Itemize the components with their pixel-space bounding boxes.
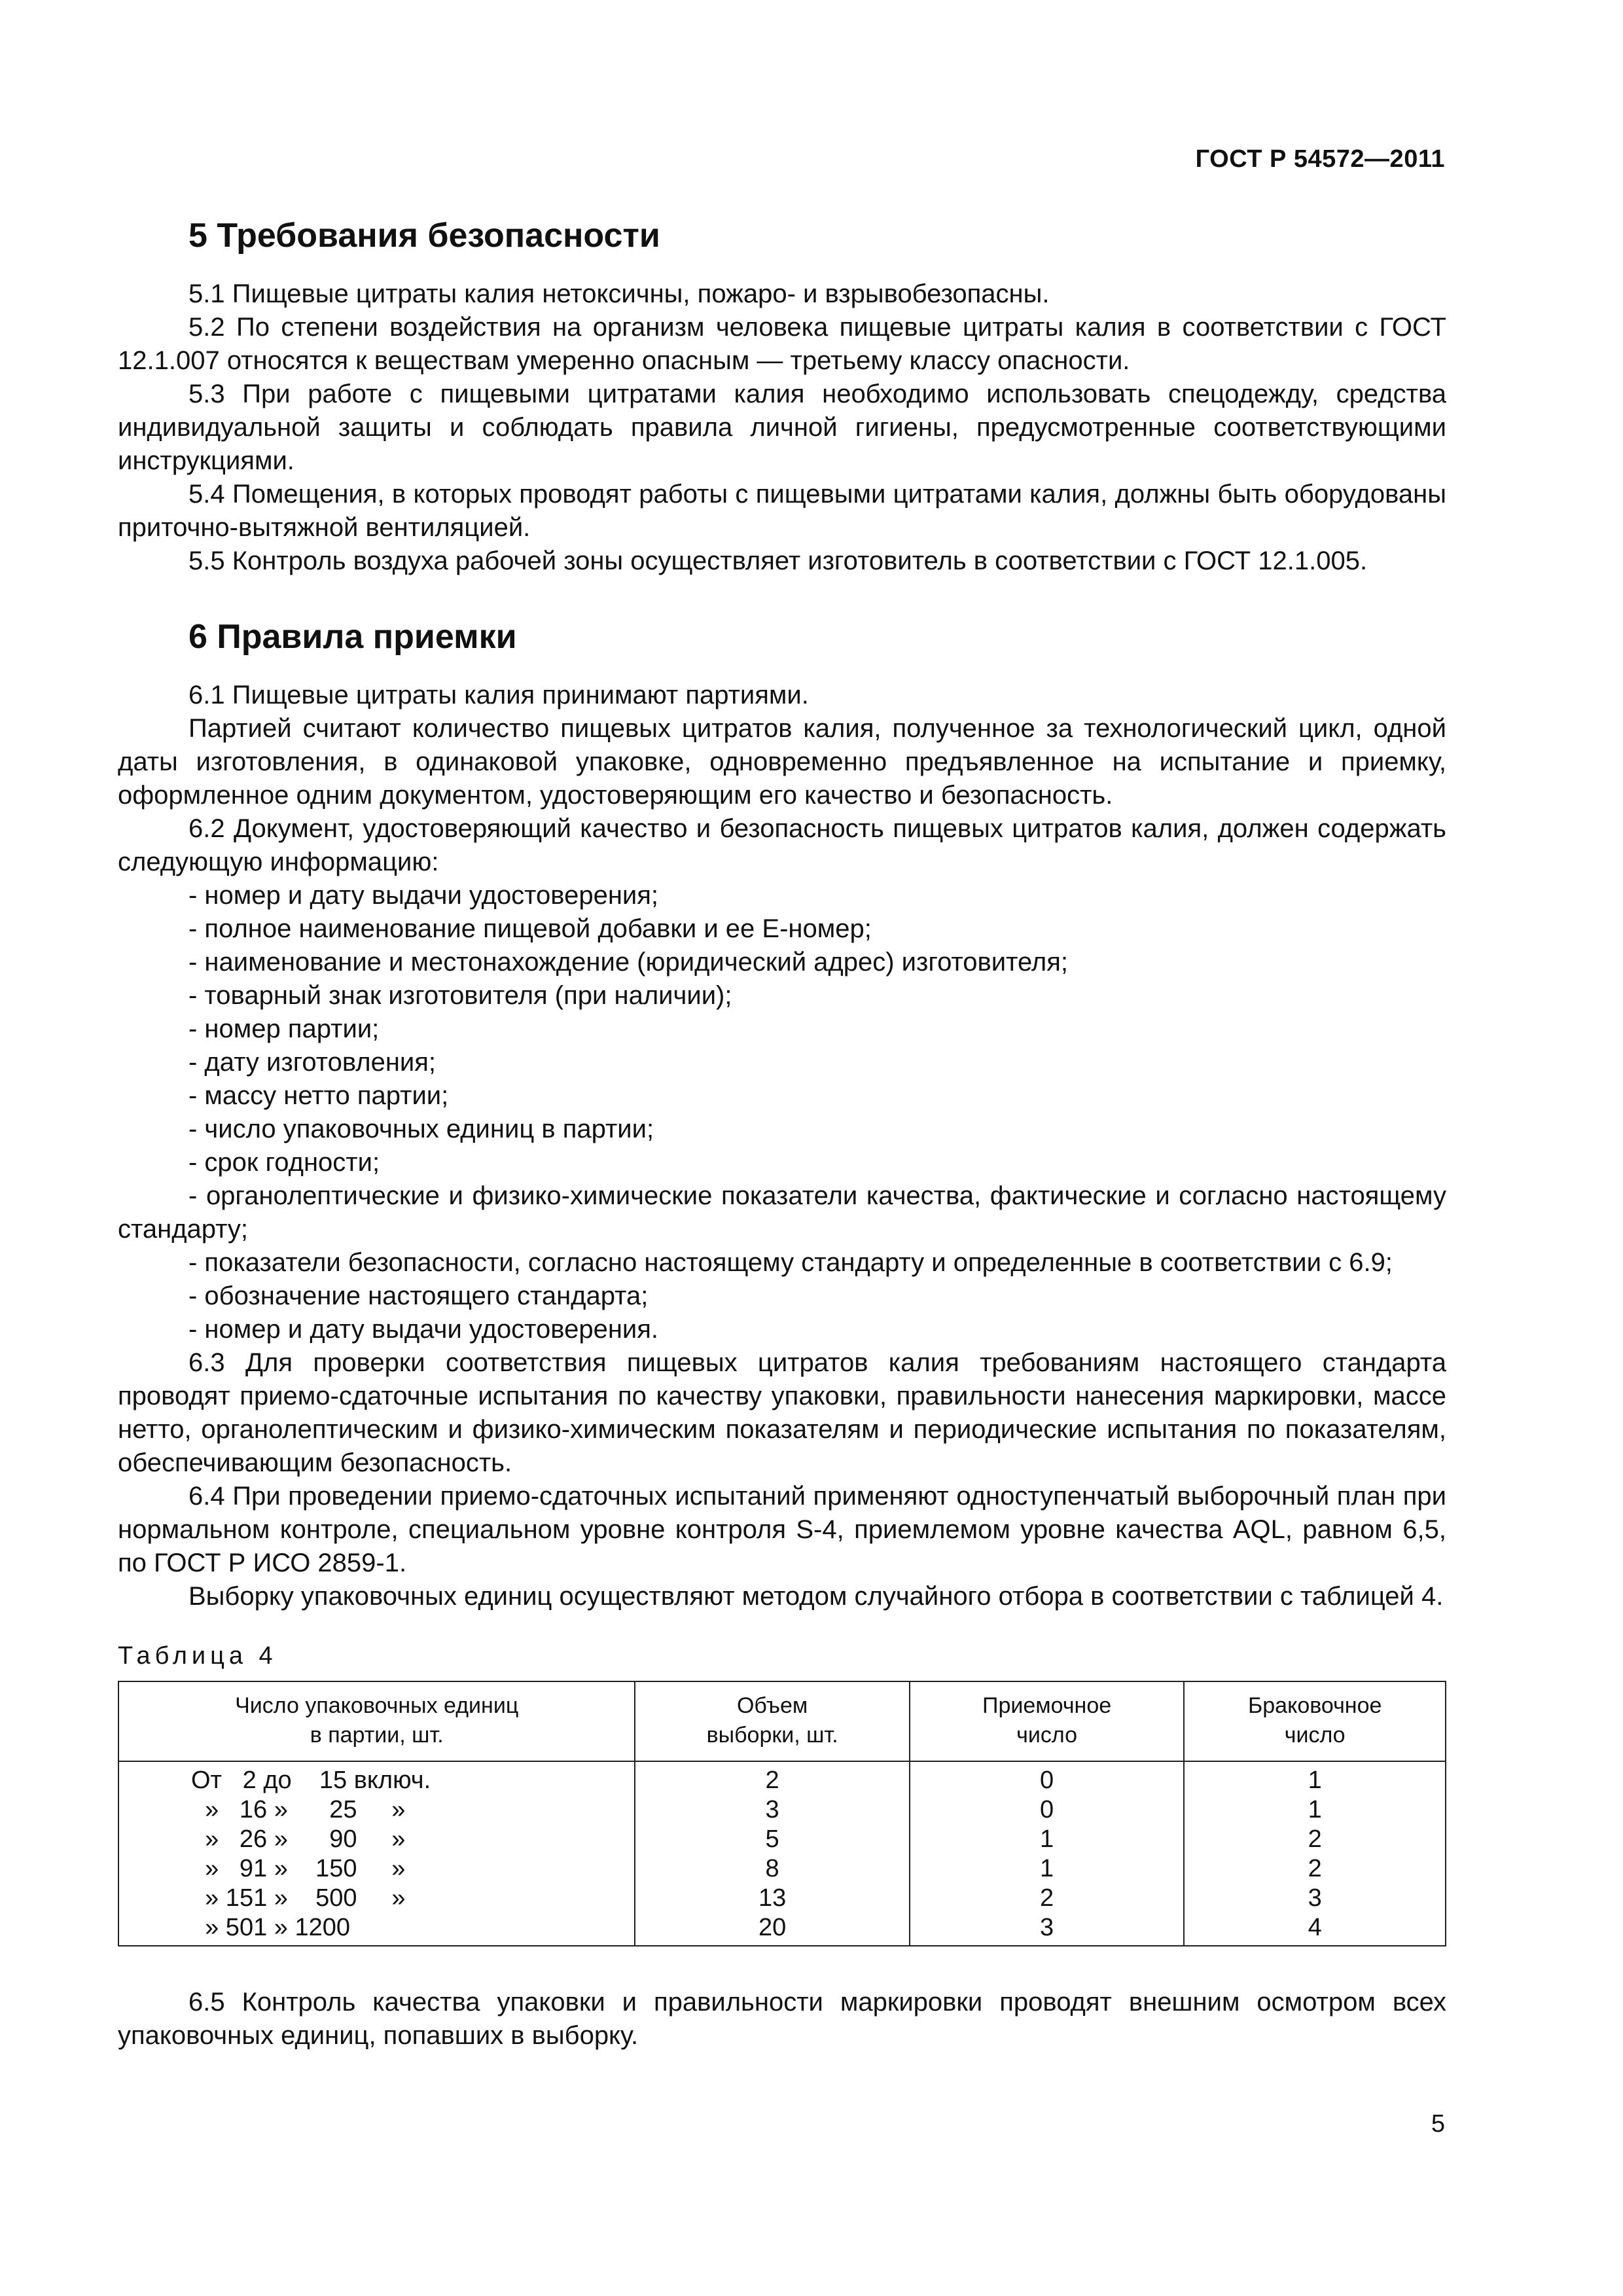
table-row — [118, 1884, 1446, 1913]
section-5-title: 5 Требования безопасности — [188, 217, 660, 255]
paragraph-5-2: 5.2 По степени воздействия на организм человека пищевые цитраты калия в соответствии с ГОСТ 12.1.007 относятся к веществам умеренно опасным — третьему классу опасности. — [118, 313, 1446, 375]
table-row — [118, 1761, 1446, 1795]
range-text: От 2 до 15 включ. — [191, 1767, 431, 1794]
list-item: - обозначение настоящего стандарта; — [188, 1282, 649, 1310]
cell-rejection: 2 — [1184, 1854, 1446, 1884]
page-number: 5 — [1431, 2110, 1445, 2138]
document-code: ГОСТ Р 54572—2011 — [1195, 145, 1445, 173]
table-row — [118, 1913, 1446, 1946]
list-item: - наименование и местонахождение (юридический адрес) изготовителя; — [188, 948, 1069, 977]
cell-sample-size: 20 — [635, 1913, 909, 1946]
header-units-in-batch — [118, 1681, 635, 1761]
cell-acceptance: 1 — [910, 1825, 1185, 1854]
cell-range — [118, 1761, 635, 1795]
paragraph-6-1: 6.1 Пищевые цитраты калия принимают партиями. — [188, 681, 809, 709]
paragraph-6-2: 6.2 Документ, удостоверяющий качество и безопасность пищевых цитратов калия, должен содержать следующую информацию: — [118, 814, 1446, 876]
cell-sample-size: 2 — [635, 1761, 909, 1795]
header-text: Браковочное число — [1247, 1693, 1382, 1748]
list-item: - массу нетто партии; — [188, 1081, 449, 1110]
table-row — [118, 1825, 1446, 1854]
cell-rejection: 1 — [1184, 1761, 1446, 1795]
cell-acceptance: 2 — [910, 1884, 1185, 1913]
cell-acceptance: 1 — [910, 1854, 1185, 1884]
document-info-list — [118, 879, 1446, 1346]
header-acceptance-number — [910, 1681, 1185, 1761]
paragraph-5-4: 5.4 Помещения, в которых проводят работы с пищевыми цитратами калия, должны быть оборудованы приточно-вытяжной вентиляцией. — [118, 480, 1446, 542]
table-4 — [118, 1681, 1446, 1946]
paragraph-5-3: 5.3 При работе с пищевыми цитратами калия необходимо использовать спецодежду, средства индивидуальной защиты и соблюдать правила личной гигиены, предусмотренные соответствующими инструкциями. — [118, 380, 1446, 475]
list-item: - номер партии; — [188, 1014, 380, 1043]
list-item: - товарный знак изготовителя (при наличии); — [188, 981, 732, 1010]
range-text: » 91 » 150 » — [191, 1855, 406, 1882]
cell-acceptance: 0 — [910, 1795, 1185, 1825]
list-item: - показатели безопасности, согласно настоящему стандарту и определенные в соответствии с 6.9; — [188, 1248, 1393, 1277]
cell-sample-size: 13 — [635, 1884, 909, 1913]
cell-acceptance: 0 — [910, 1761, 1185, 1795]
paragraph-6-3: 6.3 Для проверки соответствия пищевых цитратов калия требованиям настоящего стандарта проводят приемо-сдаточные испытания по качеству упаковки, правильности нанесения маркировки, массе нетто, органолептическим и физико-химическим показателям и периодические испытания по показателям, обеспечивающим безопасность. — [118, 1348, 1446, 1477]
list-item: - номер и дату выдачи удостоверения; — [188, 881, 659, 910]
header-sample-size — [635, 1681, 909, 1761]
header-rejection-number — [1184, 1681, 1446, 1761]
cell-range — [118, 1884, 635, 1913]
paragraph-sample: Выборку упаковочных единиц осуществляют методом случайного отбора в соответствии с таблицей 4. — [188, 1582, 1444, 1611]
paragraph-5-5: 5.5 Контроль воздуха рабочей зоны осуществляет изготовитель в соответствии с ГОСТ 12.1.005. — [188, 547, 1368, 575]
list-item: - органолептические и физико-химические показатели качества, фактические и согласно настоящему стандарту; — [118, 1181, 1446, 1244]
list-item: - номер и дату выдачи удостоверения. — [188, 1315, 659, 1344]
list-item: - срок годности; — [188, 1148, 380, 1177]
paragraph-6-5: 6.5 Контроль качества упаковки и правильности маркировки проводят внешним осмотром всех упаковочных единиц, попавших в выборку. — [118, 1988, 1446, 2050]
section-6-title: 6 Правила приемки — [188, 618, 517, 656]
table-row — [118, 1795, 1446, 1825]
header-text: Приемочное число — [982, 1693, 1112, 1748]
cell-rejection: 1 — [1184, 1795, 1446, 1825]
list-item: - число упаковочных единиц в партии; — [188, 1115, 654, 1143]
list-item: - полное наименование пищевой добавки и ее Е-номер; — [188, 914, 872, 943]
list-item: - дату изготовления; — [188, 1048, 437, 1077]
cell-range — [118, 1913, 635, 1946]
range-text: » 16 » 25 » — [191, 1796, 406, 1823]
header-text: Объем выборки, шт. — [706, 1693, 838, 1748]
cell-rejection: 3 — [1184, 1884, 1446, 1913]
cell-sample-size: 8 — [635, 1854, 909, 1884]
paragraph-6-4: 6.4 При проведении приемо-сдаточных испытаний применяют одноступенчатый выборочный план при нормальном контроле, специальном уровне контроля S-4, приемлемом уровне качества AQL, равном 6,5, по ГОСТ Р ИСО 2859-1. — [118, 1482, 1446, 1577]
table-row — [118, 1854, 1446, 1884]
header-text: Число упаковочных единиц в партии, шт. — [235, 1693, 519, 1748]
cell-range — [118, 1795, 635, 1825]
paragraph-5-1: 5.1 Пищевые цитраты калия нетоксичны, пожаро- и взрывобезопасны. — [188, 279, 1050, 308]
cell-rejection: 2 — [1184, 1825, 1446, 1854]
page-content — [118, 216, 1446, 2053]
cell-sample-size: 3 — [635, 1795, 909, 1825]
cell-rejection: 4 — [1184, 1913, 1446, 1946]
cell-range — [118, 1825, 635, 1854]
cell-sample-size: 5 — [635, 1825, 909, 1854]
table-4-caption: Таблица 4 — [118, 1642, 277, 1670]
cell-range — [118, 1854, 635, 1884]
range-text: » 26 » 90 » — [191, 1825, 406, 1853]
range-text: » 501 » 1200 — [191, 1914, 350, 1941]
paragraph-batch: Партией считают количество пищевых цитратов калия, полученное за технологический цикл, одной даты изготовления, в одинаковой упаковке, одновременно предъявленное на испытание и приемку, оформленное одним документом, удостоверяющим его качество и безопасность. — [118, 714, 1446, 810]
range-text: » 151 » 500 » — [191, 1884, 406, 1912]
cell-acceptance: 3 — [910, 1913, 1185, 1946]
